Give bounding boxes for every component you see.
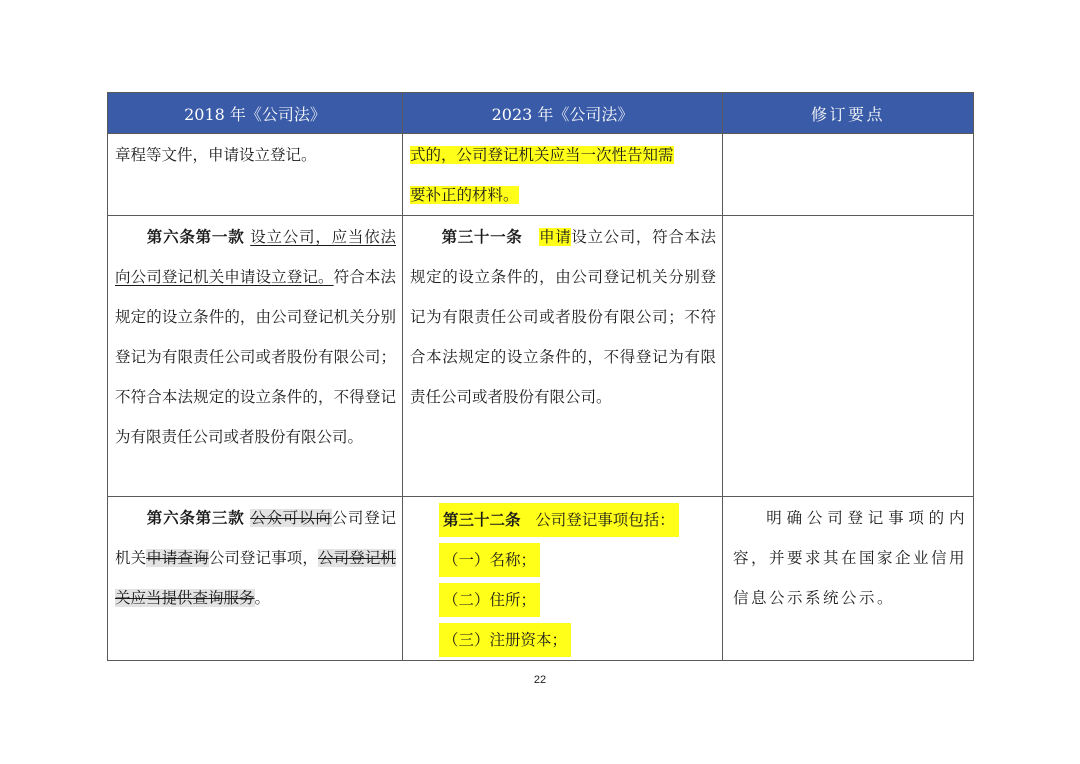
cell-text — [108, 216, 402, 457]
table-row — [108, 134, 974, 216]
cell-text: 章程等文件，申请设立登记。 — [115, 146, 317, 164]
body-text: 公司登记机关 — [115, 509, 396, 567]
article-title: 第六条第一款 — [146, 227, 245, 246]
underlined-text: 设立公司，应当依法向公司登记机关申请设立登记。 — [115, 228, 396, 286]
cell-2018 — [108, 216, 403, 497]
body-text: 公司登记事项， — [208, 549, 319, 567]
cell-revision — [723, 497, 974, 661]
cell-text — [723, 134, 973, 135]
revision-note — [723, 497, 973, 618]
cell-revision — [723, 216, 974, 497]
highlighted-text: 式的，公司登记机关应当一次性告知需 — [410, 146, 674, 164]
comparison-table — [107, 92, 974, 661]
highlighted-text: 要补正的材料。 — [410, 186, 519, 204]
cell-2018 — [108, 497, 403, 661]
body-text: 明确公司登记事项的内容，并要求其在国家企业信用信息公示系统公示。 — [733, 509, 968, 607]
item-list — [403, 497, 722, 660]
highlighted-text: 申请 — [539, 228, 572, 246]
article-title: 第六条第三款 — [146, 508, 245, 527]
table-row — [108, 497, 974, 661]
deleted-text: 公众可以向 — [250, 509, 332, 527]
header-2023-law: 2023 年《公司法》 — [403, 93, 723, 134]
cell-2023 — [403, 497, 723, 661]
list-item: （三）注册资本； — [439, 623, 571, 657]
article-title: 第三十二条 — [443, 510, 521, 529]
body-text: 。 — [254, 589, 271, 607]
article-title: 第三十一条 — [441, 227, 523, 246]
cell-2018 — [108, 134, 403, 216]
body-text: 公司登记事项包括： — [535, 511, 675, 529]
deleted-text: 公司登记机关应当提供查询服务 — [115, 549, 396, 607]
deleted-text: 申请查询 — [146, 549, 209, 567]
cell-text — [403, 216, 722, 417]
body-text: 设立公司，符合本法规定的设立条件的，由公司登记机关分别登记为有限责任公司或者股份有限公司；不符合本法规定的设立条件的，不得登记为有限责任公司或者股份有限公司。 — [410, 228, 716, 406]
header-2018-law: 2018 年《公司法》 — [108, 93, 403, 134]
body-text: 符合本法规定的设立条件的，由公司登记机关分别登记为有限责任公司或者股份有限公司；不符合本法规定的设立条件的，不得登记为有限责任公司或者股份有限公司。 — [115, 268, 396, 446]
cell-2023 — [403, 134, 723, 216]
cell-text — [108, 497, 402, 618]
table-row — [108, 216, 974, 497]
cell-2023 — [403, 216, 723, 497]
header-revision-points: 修订要点 — [723, 93, 974, 134]
header-row — [108, 93, 974, 134]
cell-text — [723, 216, 973, 217]
page-number: 22 — [533, 674, 547, 686]
cell-revision — [723, 134, 974, 216]
list-item: （一）名称； — [439, 543, 540, 577]
list-item: （二）住所； — [439, 583, 540, 617]
article-line — [439, 503, 679, 537]
